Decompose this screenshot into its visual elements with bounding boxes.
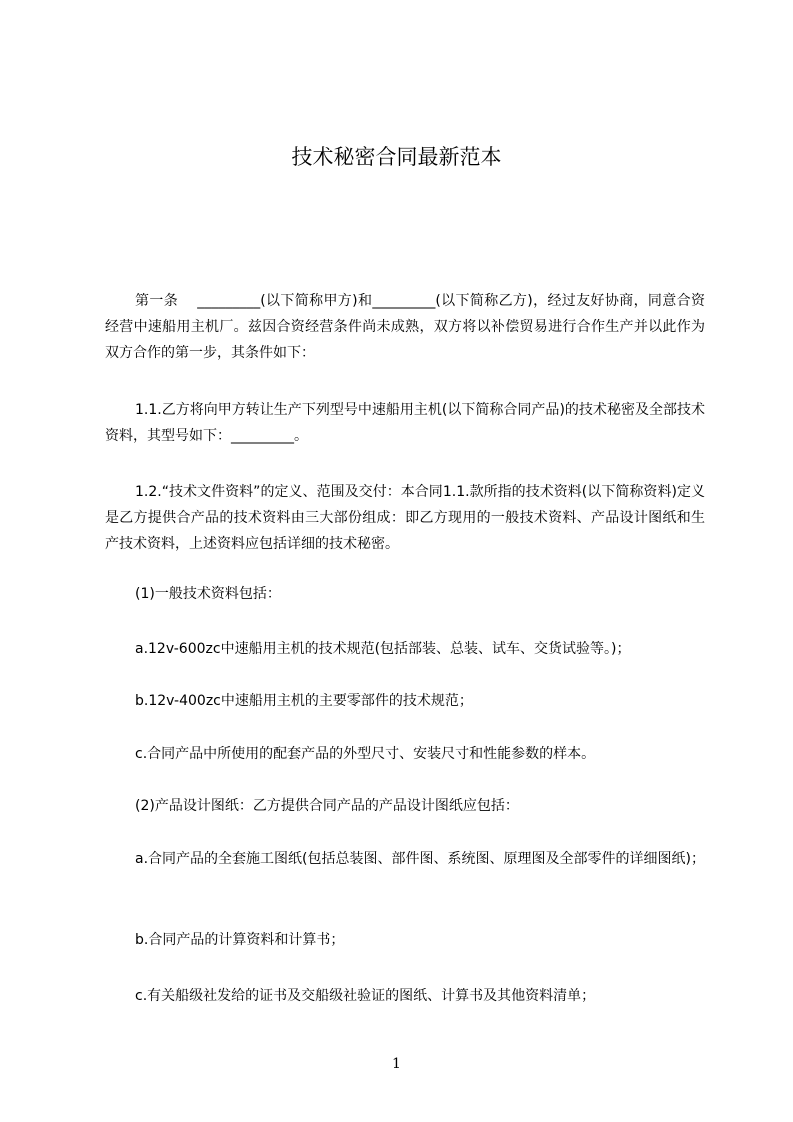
page-number: 1: [392, 1056, 401, 1072]
paragraph-design-drawings: (2)产品设计图纸：乙方提供合同产品的产品设计图纸应包括：: [135, 798, 519, 814]
list-item-design-c: c.有关船级社发给的证书及交船级社验证的图纸、计算书及其他资料清单；: [135, 988, 596, 1004]
paragraph-article-1: 第一条 _________(以下简称甲方)和_________(以下简称乙方)，经过友好协商，同意合资经营中速船用主机厂。兹因合资经营条件尚未成熟，双方将以补偿贸易进行合作生产并以此作为双方合作的第一步，其条件如下：: [105, 293, 705, 361]
document-title: 技术秘密合同最新范本: [291, 145, 502, 169]
paragraph-1-1: 1.1.乙方将向甲方转让生产下列型号中速船用主机(以下简称合同产品)的技术秘密及全部技术资料，其型号如下：_________。: [105, 402, 705, 444]
paragraph-general-docs: (1)一般技术资料包括：: [135, 586, 281, 602]
list-item-design-b: b.合同产品的计算资料和计算书；: [135, 932, 345, 948]
list-item-design-a: a.合同产品的全套施工图纸(包括总装图、部件图、系统图、原理图及全部零件的详细图纸)；: [135, 851, 705, 867]
paragraph-1-2: 1.2.“技术文件资料”的定义、范围及交付：本合同1.1.款所指的技术资料(以下简称资料)定义是乙方提供合产品的技术资料由三大部份组成：即乙方现用的一般技术资料、产品设计图纸和生产技术资料，上述资料应包括详细的技术秘密。: [105, 484, 705, 552]
list-item-general-c: c.合同产品中所使用的配套产品的外型尺寸、安装尺寸和性能参数的样本。: [135, 746, 596, 762]
list-item-general-a: a.12v-600zc中速船用主机的技术规范(包括部装、总装、试车、交货试验等。)；: [135, 641, 631, 657]
list-item-general-b: b.12v-400zc中速船用主机的主要零部件的技术规范；: [135, 693, 473, 709]
